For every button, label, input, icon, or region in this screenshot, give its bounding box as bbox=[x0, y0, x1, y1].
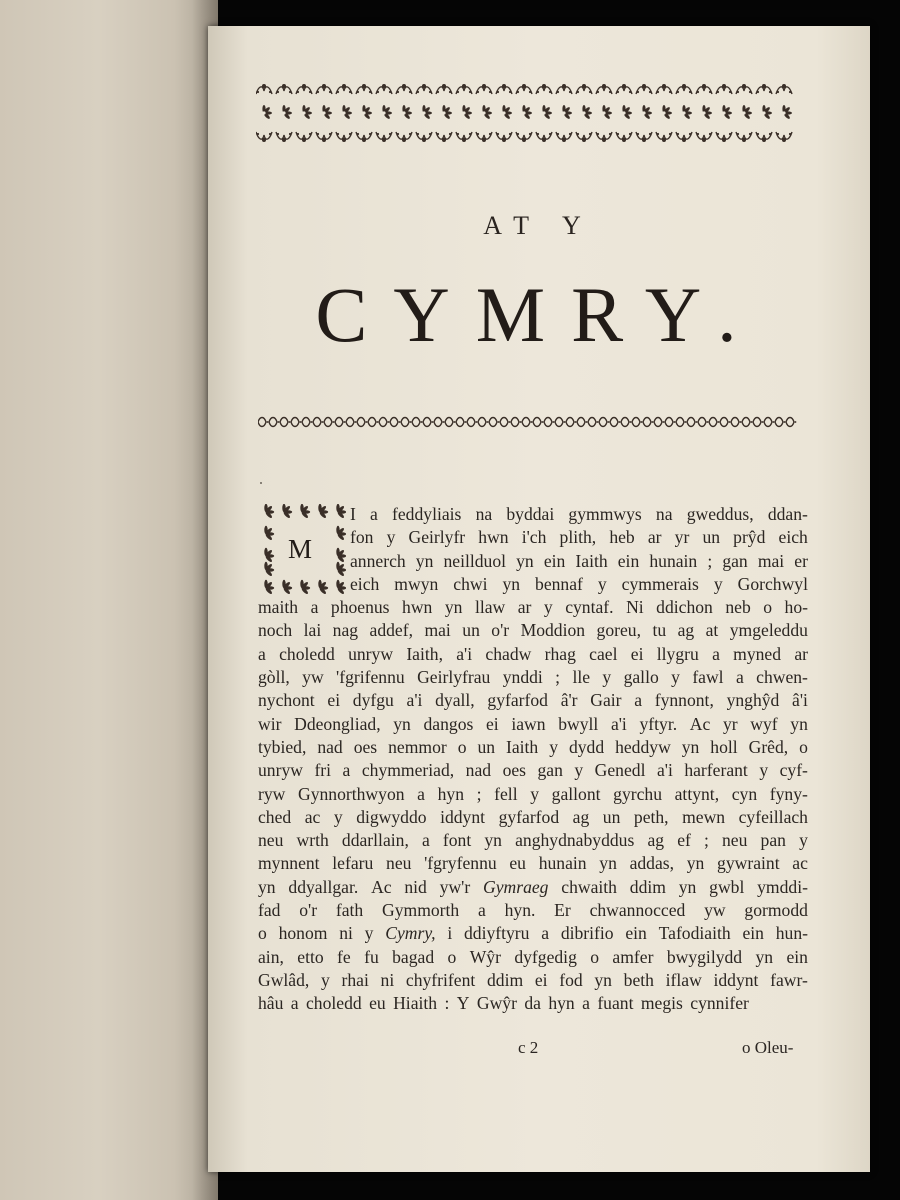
initial-letter: M bbox=[288, 534, 313, 564]
text-line: gòll, yw 'fgrifennu Geirlyfrau ynddi ; lle y gallo y fawl a chwen- bbox=[258, 667, 808, 688]
text-line: o honom ni y Cymry, i ddiyftyru a dibrifio ein Tafodiaith ein hun- bbox=[258, 923, 808, 944]
text-line: fad o'r fath Gymmorth a hyn. Er chwannocced yw gormodd bbox=[258, 900, 808, 921]
text-line: eich mwyn chwi yn bennaf y cymmerais y Gorchwyl bbox=[350, 573, 808, 594]
ornamental-rule bbox=[258, 414, 798, 430]
text-line: ain, etto fe fu bagad o Wŷr dyfgedig o amfer bwygilydd yn ein bbox=[258, 946, 808, 967]
facing-page-edge bbox=[0, 0, 218, 1200]
text-line: a choledd unryw Iaith, a'i chadw rhag cael ei llygru a myned ar bbox=[258, 643, 808, 664]
heading-cymry: CYMRY. bbox=[315, 271, 763, 358]
text-line: neu wrth ddarllain, a font yn anghydnabyddus ag ef ; neu pan y bbox=[258, 830, 808, 851]
text-line: Gwlâd, y rhai ni chyfrifent ddim ei fod yn beth iflaw iddynt fawr- bbox=[258, 969, 808, 990]
ink-speck bbox=[260, 482, 262, 484]
text-line: wir Ddeongliad, yn dangos ei iawn bwyll a'i yftyr. Ac yr wyf yn bbox=[258, 713, 808, 734]
body-text bbox=[258, 503, 808, 1016]
text-line: yn ddyallgar. Ac nid yw'r Gymraeg chwaith ddim yn gwbl ymddi- bbox=[258, 876, 808, 897]
text-line: ched ac y digwyddo iddynt gyfarfod ag un peth, mewn cyfeillach bbox=[258, 806, 808, 827]
text-line: fon y Geirlyfr hwn i'ch plith, heb ar yr un prŷd eich bbox=[350, 527, 808, 548]
signature-mark: c 2 bbox=[518, 1038, 539, 1057]
text-line: annerch yn neillduol yn ein Iaith ein hunain ; gan mai er bbox=[350, 550, 808, 571]
ornamental-headpiece bbox=[256, 81, 794, 145]
text-line: unryw fri a chymmeriad, nad oes gan y Genedl a'i harferant y cyf- bbox=[258, 760, 808, 781]
book-page bbox=[208, 26, 870, 1172]
text-line: tybied, nad oes nemmor o un Iaith y dydd heddyw yn holl Grêd, o bbox=[258, 736, 808, 757]
heading-at-y: AT Y bbox=[483, 211, 595, 240]
text-line: ryw Gynnorthwyon a hyn ; fell y gallont gyrchu attynt, cyn fyny- bbox=[258, 783, 808, 804]
text-line: maith a phoenus hwn yn llaw ar y cyntaf. Ni ddichon neb o ho- bbox=[258, 597, 808, 618]
catchword: o Oleu- bbox=[742, 1038, 794, 1057]
text-line: noch lai nag addef, mai un o'r Moddion goreu, tu ag at ymgeleddu bbox=[258, 620, 808, 641]
text-line: hâu a choledd eu Hiaith : Y Gwŷr da hyn a fuant megis cynnifer bbox=[258, 993, 749, 1014]
text-line: mynnent lefaru neu 'fgryfennu eu hunain yn addas, yn gywraint ac bbox=[258, 853, 808, 874]
text-line: I a feddyliais na byddai gymmwys na gweddus, ddan- bbox=[350, 504, 808, 524]
text-line: nychont ei dyfgu a'i dyall, gyfarfod â'r Gair a fynnont, ynghŷd â'i bbox=[258, 690, 808, 711]
